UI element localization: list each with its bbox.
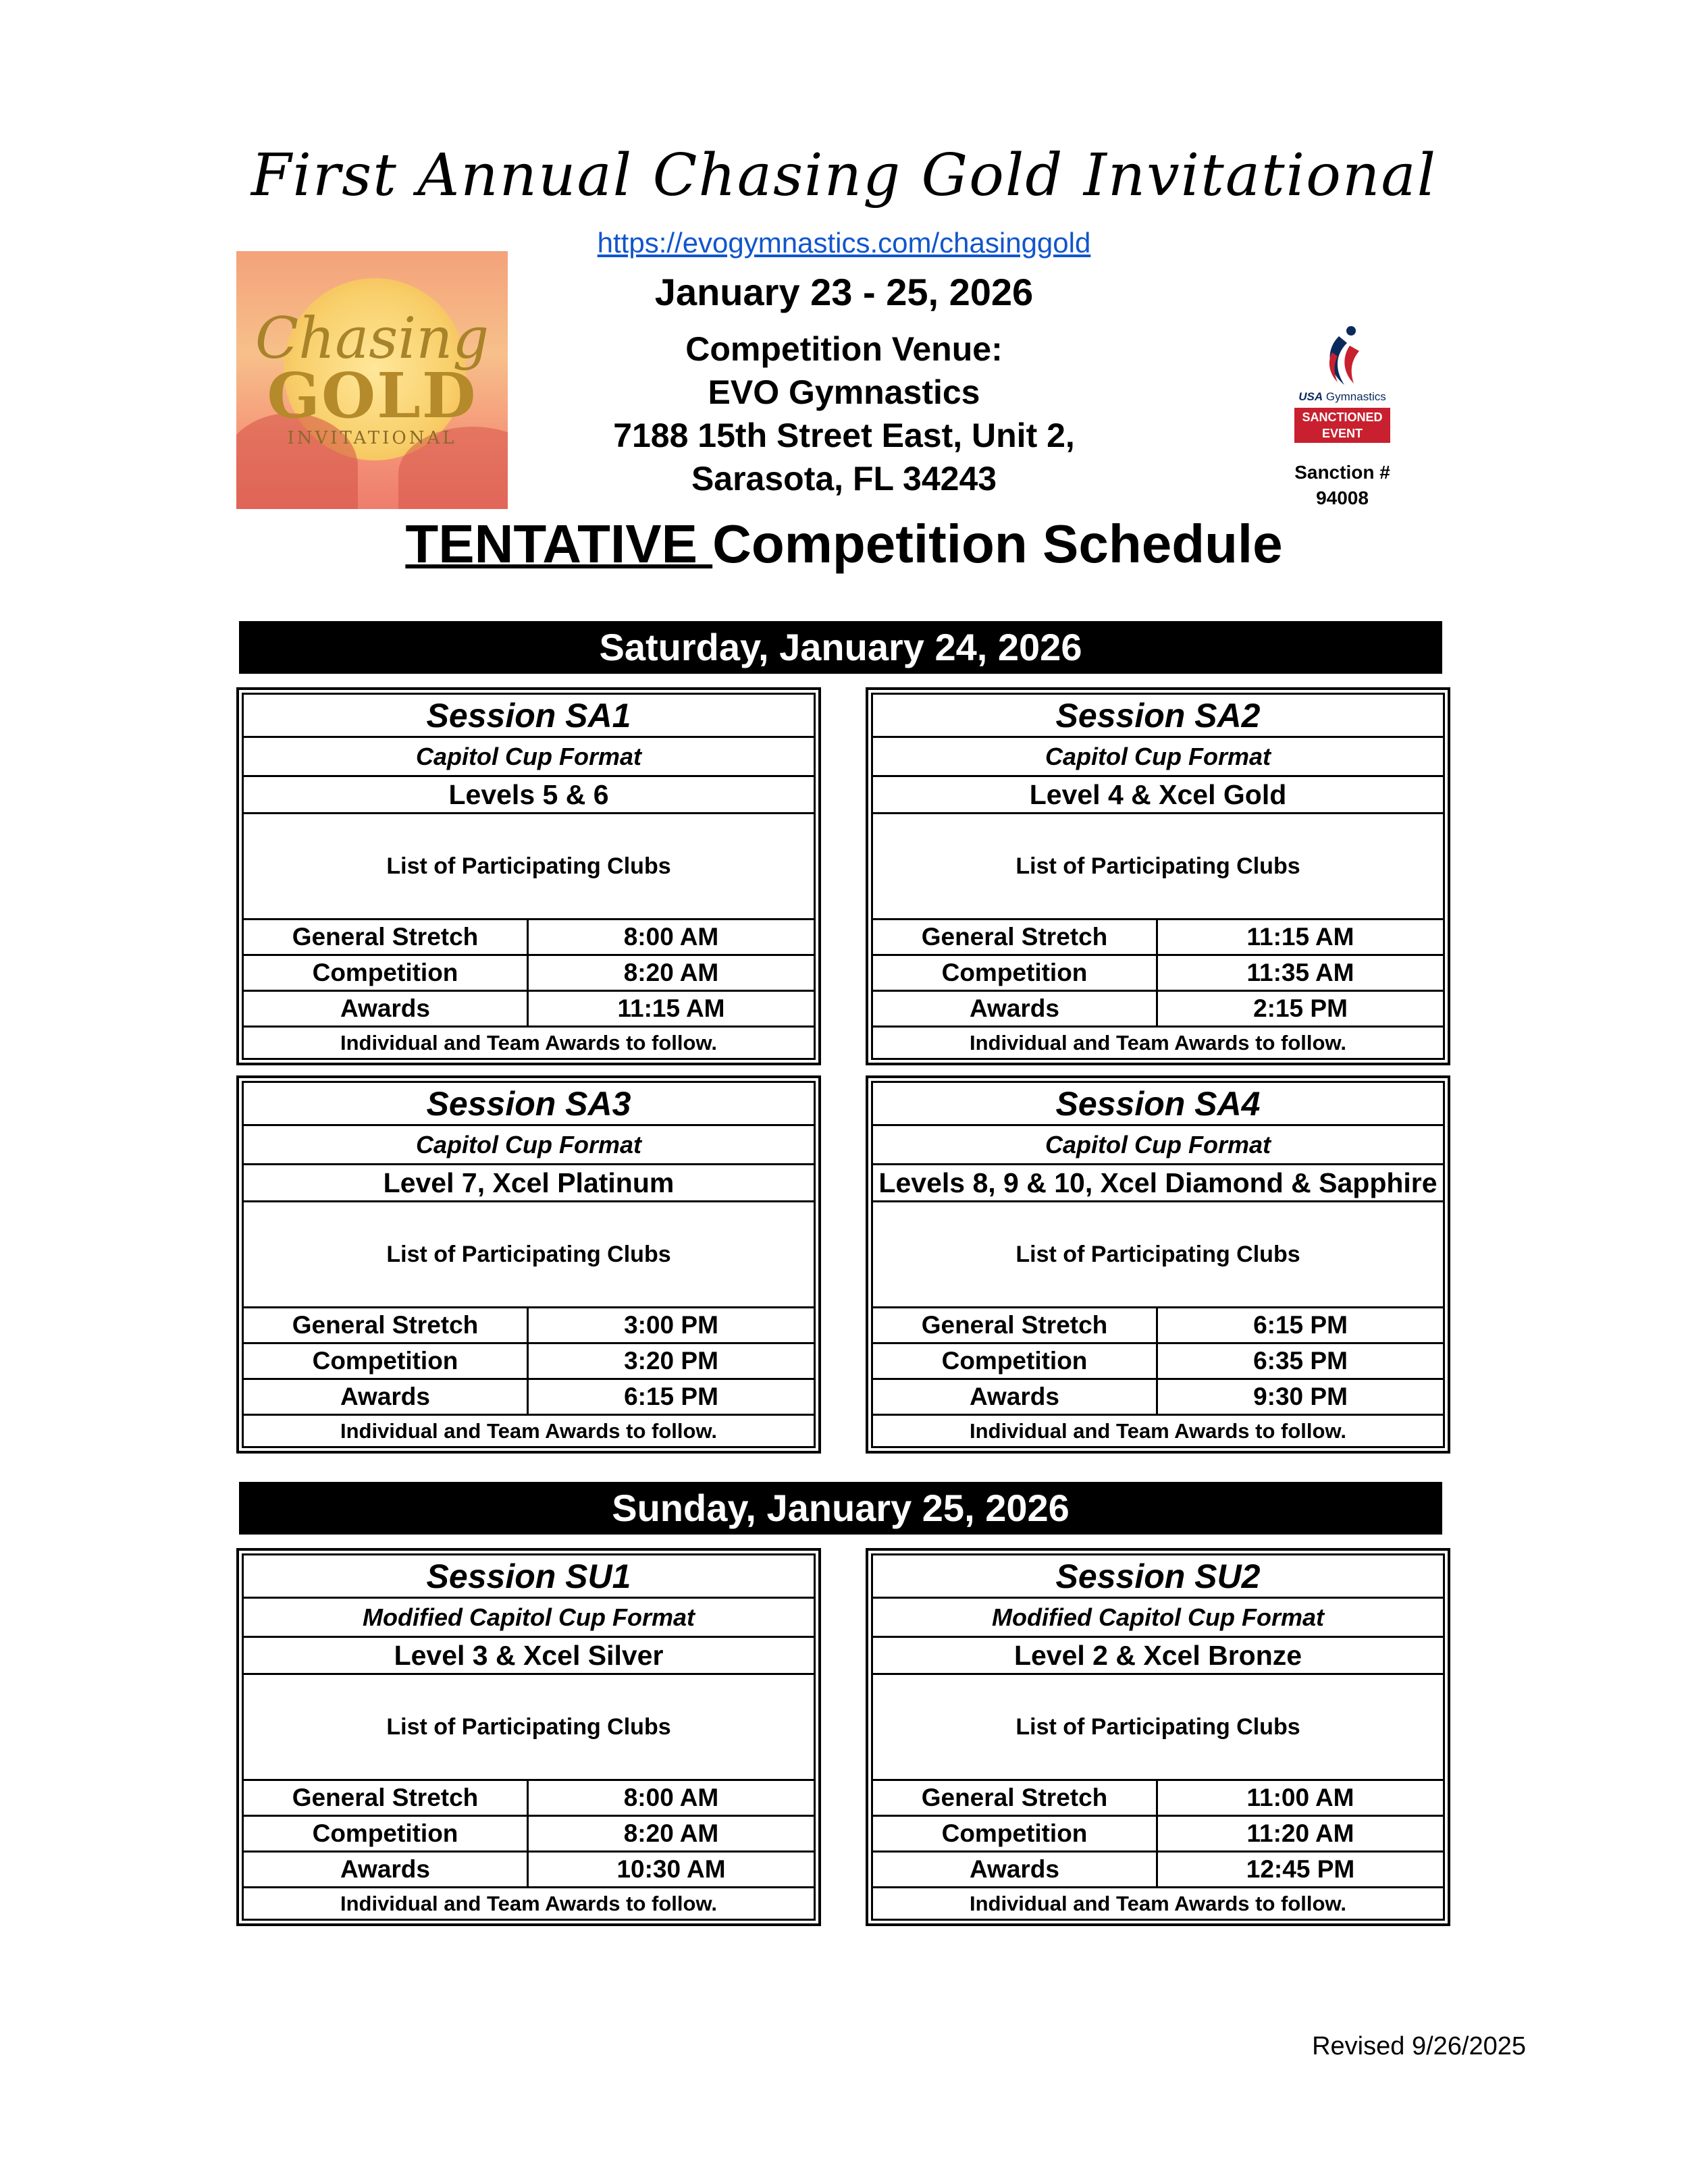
time-value: 6:35 PM bbox=[1253, 1347, 1348, 1375]
session-format: Capitol Cup Format bbox=[873, 738, 1443, 777]
schedule-heading: TENTATIVE Competition Schedule bbox=[405, 514, 1283, 574]
time-row bbox=[244, 1781, 814, 1817]
time-value: 8:00 AM bbox=[623, 923, 719, 951]
awards-note: Individual and Team Awards to follow. bbox=[969, 1891, 1347, 1915]
session-levels: Level 7, Xcel Platinum bbox=[244, 1165, 814, 1202]
session-card bbox=[866, 687, 1450, 1065]
time-value: 10:30 AM bbox=[616, 1855, 726, 1883]
time-value: 8:20 AM bbox=[623, 1819, 719, 1847]
awards-note: Individual and Team Awards to follow. bbox=[969, 1418, 1347, 1443]
time-row bbox=[873, 1781, 1443, 1817]
time-label: Awards bbox=[873, 1853, 1158, 1886]
venue-street: 7188 15th Street East, Unit 2, bbox=[613, 417, 1075, 454]
time-row bbox=[873, 1853, 1443, 1888]
usa-gymnastics-sanctioned-logo bbox=[1293, 323, 1392, 444]
time-row bbox=[244, 1380, 814, 1416]
session-name: Session SA3 bbox=[244, 1083, 814, 1126]
event-title: First Annual Chasing Gold Invitational bbox=[250, 142, 1438, 209]
time-value: 11:15 AM bbox=[1246, 923, 1354, 951]
venue-label: Competition Venue: bbox=[685, 330, 1003, 368]
session-name: Session SA4 bbox=[873, 1083, 1443, 1126]
time-value: 3:20 PM bbox=[624, 1347, 718, 1375]
participating-clubs: List of Participating Clubs bbox=[244, 1675, 814, 1781]
awards-note: Individual and Team Awards to follow. bbox=[340, 1891, 718, 1915]
day-header: Saturday, January 24, 2026 bbox=[239, 621, 1442, 674]
session-levels: Level 3 & Xcel Silver bbox=[244, 1638, 814, 1675]
logo-text-invitational: INVITATIONAL bbox=[287, 428, 457, 448]
venue-city: Sarasota, FL 34243 bbox=[691, 460, 997, 498]
session-levels: Level 4 & Xcel Gold bbox=[873, 777, 1443, 814]
time-label: Competition bbox=[873, 956, 1158, 990]
time-label: Awards bbox=[873, 1380, 1158, 1414]
time-value: 2:15 PM bbox=[1253, 994, 1348, 1022]
time-value: 11:00 AM bbox=[1246, 1784, 1354, 1811]
time-label: General Stretch bbox=[873, 1781, 1158, 1815]
time-label: General Stretch bbox=[873, 920, 1158, 954]
time-label: Awards bbox=[873, 992, 1158, 1026]
time-value: 12:45 PM bbox=[1246, 1855, 1355, 1883]
time-label: Awards bbox=[244, 1853, 529, 1886]
time-value: 8:00 AM bbox=[623, 1784, 719, 1811]
time-label: Awards bbox=[244, 1380, 529, 1414]
time-row bbox=[873, 1380, 1443, 1416]
time-label: General Stretch bbox=[244, 1781, 529, 1815]
participating-clubs: List of Participating Clubs bbox=[873, 1675, 1443, 1781]
participating-clubs: List of Participating Clubs bbox=[873, 1202, 1443, 1308]
time-label: Competition bbox=[244, 956, 529, 990]
time-label: Competition bbox=[873, 1344, 1158, 1378]
session-format: Modified Capitol Cup Format bbox=[873, 1599, 1443, 1638]
time-value: 11:20 AM bbox=[1246, 1819, 1354, 1847]
session-card bbox=[866, 1548, 1450, 1926]
session-card bbox=[236, 1075, 821, 1454]
event-url-link[interactable]: https://evogymnastics.com/chasinggold bbox=[597, 227, 1091, 259]
participating-clubs: List of Participating Clubs bbox=[244, 814, 814, 920]
venue-name: EVO Gymnastics bbox=[708, 373, 980, 411]
time-row bbox=[244, 1817, 814, 1853]
logo-text-chasing: Chasing bbox=[255, 305, 490, 371]
time-row bbox=[244, 1853, 814, 1888]
time-value: 9:30 PM bbox=[1253, 1383, 1348, 1410]
participating-clubs: List of Participating Clubs bbox=[244, 1202, 814, 1308]
event-dates: January 23 - 25, 2026 bbox=[654, 271, 1034, 313]
time-row bbox=[873, 1308, 1443, 1344]
time-row bbox=[873, 992, 1443, 1028]
session-format: Modified Capitol Cup Format bbox=[244, 1599, 814, 1638]
sanction-label: Sanction # bbox=[1294, 462, 1390, 483]
session-format: Capitol Cup Format bbox=[244, 1126, 814, 1165]
session-card bbox=[866, 1075, 1450, 1454]
time-label: Competition bbox=[244, 1817, 529, 1850]
awards-note: Individual and Team Awards to follow. bbox=[340, 1418, 718, 1443]
session-levels: Levels 8, 9 & 10, Xcel Diamond & Sapphire bbox=[873, 1165, 1443, 1202]
time-row bbox=[244, 920, 814, 956]
time-row bbox=[873, 1344, 1443, 1380]
time-value: 11:35 AM bbox=[1246, 959, 1354, 986]
awards-note: Individual and Team Awards to follow. bbox=[969, 1030, 1347, 1055]
time-label: Awards bbox=[244, 992, 529, 1026]
session-card bbox=[236, 687, 821, 1065]
session-format: Capitol Cup Format bbox=[244, 738, 814, 777]
session-card bbox=[236, 1548, 821, 1926]
logo-text-gold: GOLD bbox=[267, 359, 477, 432]
sanction-number: 94008 bbox=[1316, 487, 1369, 508]
sanctioned-event-badge: SANCTIONED EVENT bbox=[1294, 408, 1390, 443]
session-name: Session SA1 bbox=[244, 695, 814, 738]
time-row bbox=[244, 1308, 814, 1344]
time-value: 8:20 AM bbox=[623, 959, 719, 986]
time-label: General Stretch bbox=[244, 920, 529, 954]
time-row bbox=[873, 1817, 1443, 1853]
revised-date: Revised 9/26/2025 bbox=[1312, 2032, 1526, 2060]
time-row bbox=[244, 956, 814, 992]
usag-wordmark: USA Gymnastics bbox=[1298, 390, 1386, 403]
time-row bbox=[873, 956, 1443, 992]
session-levels: Levels 5 & 6 bbox=[244, 777, 814, 814]
day-header: Sunday, January 25, 2026 bbox=[239, 1482, 1442, 1535]
session-format: Capitol Cup Format bbox=[873, 1126, 1443, 1165]
time-label: General Stretch bbox=[873, 1308, 1158, 1342]
awards-note: Individual and Team Awards to follow. bbox=[340, 1030, 718, 1055]
session-levels: Level 2 & Xcel Bronze bbox=[873, 1638, 1443, 1675]
time-label: Competition bbox=[873, 1817, 1158, 1850]
time-value: 6:15 PM bbox=[1253, 1311, 1348, 1339]
time-value: 11:15 AM bbox=[617, 994, 725, 1022]
time-label: General Stretch bbox=[244, 1308, 529, 1342]
session-name: Session SU1 bbox=[244, 1555, 814, 1599]
time-label: Competition bbox=[244, 1344, 529, 1378]
time-row bbox=[244, 1344, 814, 1380]
session-name: Session SU2 bbox=[873, 1555, 1443, 1599]
time-value: 6:15 PM bbox=[624, 1383, 718, 1410]
time-row bbox=[244, 992, 814, 1028]
participating-clubs: List of Participating Clubs bbox=[873, 814, 1443, 920]
time-value: 3:00 PM bbox=[624, 1311, 718, 1339]
time-row bbox=[873, 920, 1443, 956]
usag-flame-icon bbox=[1312, 323, 1373, 390]
session-name: Session SA2 bbox=[873, 695, 1443, 738]
